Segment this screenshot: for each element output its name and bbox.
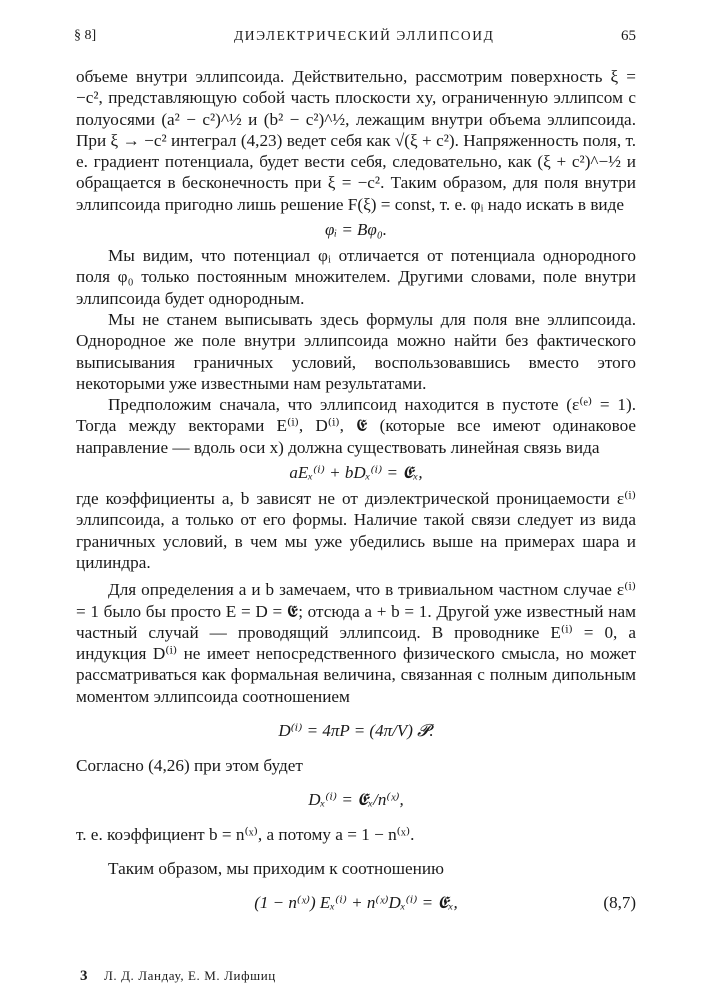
page-body xyxy=(76,66,636,927)
paragraph-8: т. е. коэффициент b = n⁽ˣ⁾, а потому a = 1 − n⁽ˣ⁾. xyxy=(76,825,415,845)
equation-8-7-body: (1 − n⁽ˣ⁾) Eₓ⁽ⁱ⁾ + n⁽ˣ⁾Dₓ⁽ⁱ⁾ = 𝕰ₓ, xyxy=(254,892,458,912)
paragraph-2: Мы видим, что потенциал φᵢ отличается от потенциала однородного поля φ₀ только постоянным множителем. Другими словами, поле внутри эллипсоида будет однородным. xyxy=(76,246,636,308)
paragraph-7: Согласно (4,26) при этом будет xyxy=(76,756,303,776)
equation-Dx: Dₓ⁽ⁱ⁾ = 𝕰ₓ/n⁽ˣ⁾, xyxy=(308,790,404,810)
running-header xyxy=(74,28,636,50)
equation-phi-i: φᵢ = Bφ₀. xyxy=(324,220,387,240)
equation-induction-dipole: D⁽ⁱ⁾ = 4πP = (4π/V) 𝓟. xyxy=(278,721,434,741)
equation-number: (8,7) xyxy=(603,892,636,912)
signature-mark: 3 xyxy=(80,968,89,984)
equation-linear-relation: aEₓ⁽ⁱ⁾ + bDₓ⁽ⁱ⁾ = 𝕰ₓ, xyxy=(289,463,423,483)
paragraph-1: объеме внутри эллипсоида. Действительно, рассмотрим поверхность ξ = −c², представляющую собой часть плоскости xy, ограниченную эллипсом с полуосями (a² − c²)^½ и (b² − c²)^½, лежащим внутри объема эллипсоида. При ξ → −c² интеграл (4,23) ведет себя как √(ξ + c²). Напряженность поля, т. е. градиент потенциала, будет вести себя, следовательно, как (ξ + c²)^−½ и обращается в бесконечность при ξ = −c². Таким образом, для поля внутри эллипсоида пригодно лишь решение F(ξ) = const, т. е. φᵢ надо искать в виде xyxy=(76,67,636,214)
paragraph-6: Для определения a и b замечаем, что в тривиальном частном случае ε⁽ⁱ⁾ = 1 было бы просто E = D = 𝕰; отсюда a + b = 1. Другой уже известный нам частный случай — проводящий эллипсоид. В проводнике E⁽ⁱ⁾ = 0, а индукция D⁽ⁱ⁾ не имеет непосредственного физического смысла, но может рассматриваться как формальная величина, связанная с полным дипольным моментом эллипсоида соотношением xyxy=(76,580,636,706)
paragraph-5: где коэффициенты a, b зависят не от диэлектрической проницаемости ε⁽ⁱ⁾ эллипсоида, а только от его формы. Наличие такой связи следует из вида граничных условий, в чем мы уже убедились выше на примерах шара и цилиндра. xyxy=(76,489,636,572)
section-marker: § 8] xyxy=(74,28,97,43)
running-title: ДИЭЛЕКТРИЧЕСКИЙ ЭЛЛИПСОИД xyxy=(234,28,495,43)
paragraph-3: Мы не станем выписывать здесь формулы для поля вне эллипсоида. Однородное же поле внутри эллипсоида можно найти без фактического выписывания граничных условий, воспользовавшись вместо этого некоторыми уже известными нам результатами. xyxy=(76,309,636,393)
page-number: 65 xyxy=(621,28,636,44)
paragraph-4: Предположим сначала, что эллипсоид находится в пустоте (ε⁽ᵉ⁾ = 1). Тогда между векторами E⁽ⁱ⁾, D⁽ⁱ⁾, 𝕰 (которые все имеют одинаковое направление — вдоль оси x) должна существовать линейная связь вида xyxy=(76,395,636,457)
page-footer xyxy=(80,968,276,985)
footer-authors: Л. Д. Ландау, Е. М. Лифшиц xyxy=(103,968,276,983)
equation-8-7 xyxy=(76,879,636,927)
paragraph-9: Таким образом, мы приходим к соотношению xyxy=(108,858,444,878)
